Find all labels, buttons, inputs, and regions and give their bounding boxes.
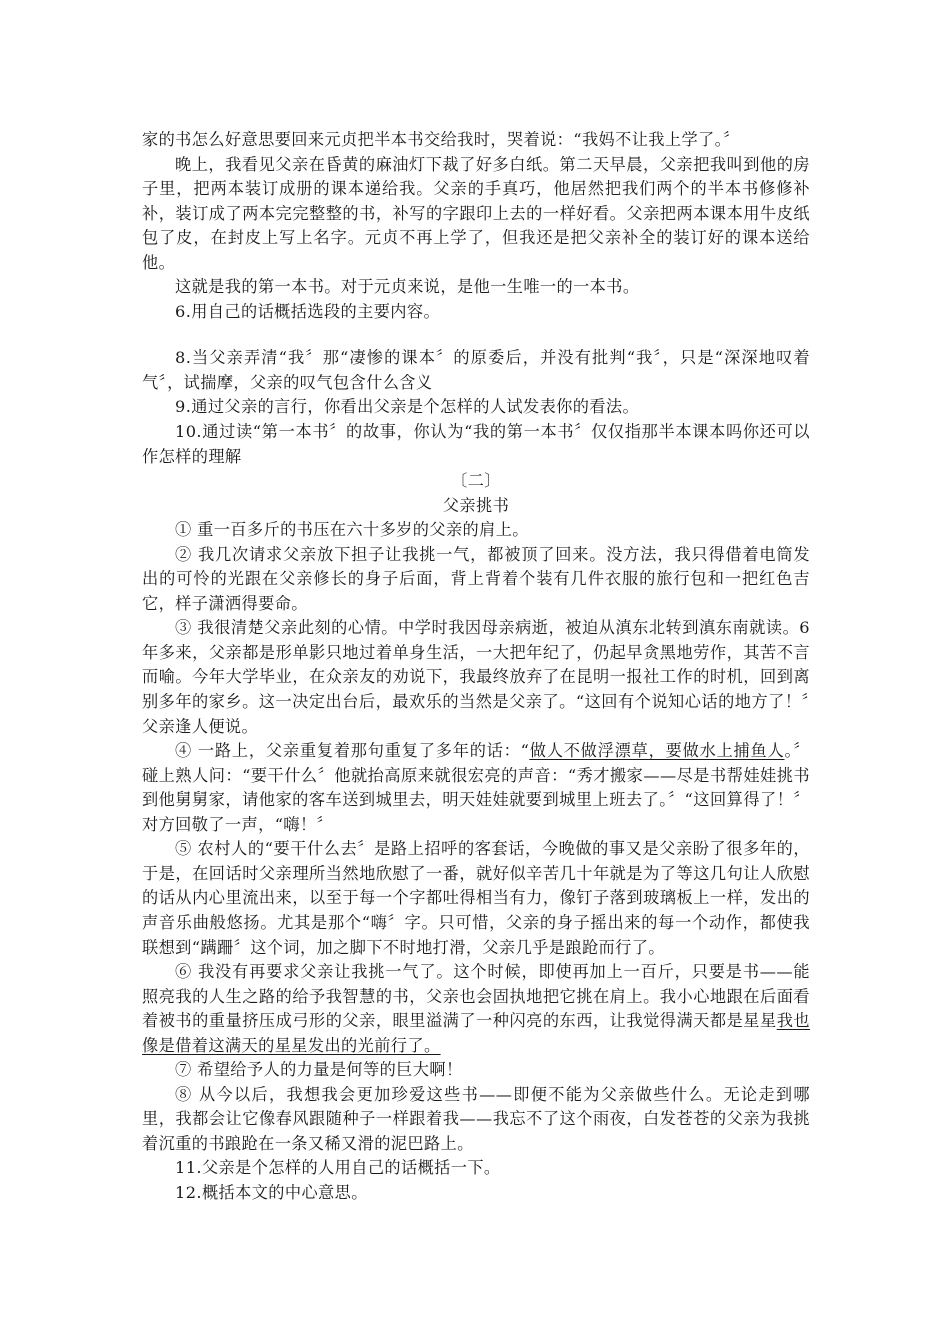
article-paragraph-8: ⑧ 从今以后，我想我会更加珍爱这些书——即便不能为父亲做些什么。无论走到哪里，我都会让它像春风跟随种子一样跟着我——我忘不了这个雨夜，白发苍苍的父亲为我挑着沉重的书踉跄在一条又稀又滑的泥巴路上。: [142, 1084, 810, 1153]
article-paragraph-3: ③ 我很清楚父亲此刻的心情。中学时我因母亲病逝，被迫从滇东北转到滇东南就读。6年多来，父亲都是形单影只地过着单身生活，一大把年纪了，仍起早贪黑地劳作，其苦不言而喻。今年大学毕业，在众亲友的劝说下，我最终放弃了在昆明一报社工作的时机，回到离别多年的家乡。这一决定出台后，最欢乐的当然是父亲了。“这回有个说知心话的地方了！〞父亲逢人便说。: [142, 618, 810, 736]
section-number: 〔二〕: [451, 471, 501, 491]
question-11: 11.父亲是个怎样的人用自己的话概括一下。: [175, 1158, 501, 1178]
answer-space: [142, 324, 810, 346]
question-8: 8.当父亲弄清“我〞那“凄惨的课本〞的原委后，并没有批判“我〞，只是“深深地叹着气〞，试揣摩，父亲的叹气包含什么含义: [142, 348, 810, 392]
passage-paragraph: 晚上，我看见父亲在昏黄的麻油灯下裁了好多白纸。第二天早晨，父亲把我叫到他的房子里，把两本装订成册的课本递给我。父亲的手真巧，他居然把我们两个的半本书修修补补，装订成了两本完完整整的书，补写的字跟印上去的一样好看。父亲把两本课本用牛皮纸包了皮，在封皮上写上名字。元贞不再上学了，但我还是把父亲补全的装订好的课本送给他。: [142, 154, 810, 272]
article-paragraph-2: ② 我几次请求父亲放下担子让我挑一气，都被顶了回来。没方法，我只得借着电筒发出的可怜的光跟在父亲修长的身子后面，背上背着个装有几件衣服的旅行包和一把红色吉它，样子潇洒得要命。: [142, 544, 810, 613]
article-paragraph-6: [142, 960, 810, 1058]
section-title: 父亲挑书: [442, 495, 510, 515]
article-paragraph-1: ① 重一百多斤的书压在六十多岁的父亲的肩上。: [175, 520, 529, 540]
question-6: 6.用自己的话概括选段的主要内容。: [175, 301, 441, 321]
article-paragraph-5: ⑤ 农村人的“要干什么去〞是路上招呼的客套话，今晚做的事又是父亲盼了很多年的，于是，在回话时父亲理所当然地欣慰了一番，就好似辛苦几十年就是为了等这几句让人欣慰的话从内心里流出来，以至于每一个字都吐得相当有力，像钉子落到玻璃板上一样，发出的声音乐曲般悠扬。尤其是那个“嗨〞字。只可惜，父亲的身子摇出来的每一个动作，都使我联想到“蹒跚〞这个词，加之脚下不时地打滑，父亲几乎是踉跄而行了。: [142, 839, 810, 957]
underlined-quote: 做人不做浮漂草，要做水上捕鱼人: [529, 741, 785, 761]
article-paragraph-4: [142, 739, 810, 837]
document-body: [142, 128, 810, 1206]
passage-paragraph: 家的书怎么好意思要回来元贞把半本书交给我时，哭着说：“我妈不让我上学了。〞: [142, 130, 740, 149]
paragraph-text: ⑥ 我没有再要求父亲让我挑一气了。这个时候，即使再加上一百斤，只要是书——能照亮我的人生之路的给予我智慧的书，父亲也会固执地把它挑在肩上。我小心地跟在后面看着被书的重量挤压成弓形的父亲，眼里溢满了一种闪亮的东西，让我觉得满天都是星星: [142, 962, 810, 1031]
question-12: 12.概括本文的中心意思。: [175, 1182, 368, 1202]
question-10: 10.通过读“第一本书〞的故事，你认为“我的第一本书〞仅仅指那半本课本吗你还可以作怎样的理解: [142, 422, 810, 466]
passage-paragraph: 这就是我的第一本书。对于元贞来说，是他一生唯一的一本书。: [175, 277, 640, 297]
paragraph-text: ④ 一路上，父亲重复着那句重复了多年的话：“: [175, 741, 530, 761]
article-paragraph-7: ⑦ 希望给予人的力量是何等的巨大啊！: [175, 1060, 463, 1080]
question-9: 9.通过父亲的言行，你看出父亲是个怎样的人试发表你的看法。: [175, 397, 640, 417]
paragraph-text: 。〞碰上熟人问：“要干什么〞他就抬高原来就很宏亮的声音：“秀才搬家——尽是书帮娃娃挑书到他舅舅家，请他家的客车送到城里去，明天娃娃就要到城里上班去了。〞“这回算得了！〞对方回敬了一声，“嗨！〞: [142, 741, 810, 834]
underlined-sentence: 我也像是借着这满天的星星发出的光前行了。: [142, 1011, 810, 1055]
